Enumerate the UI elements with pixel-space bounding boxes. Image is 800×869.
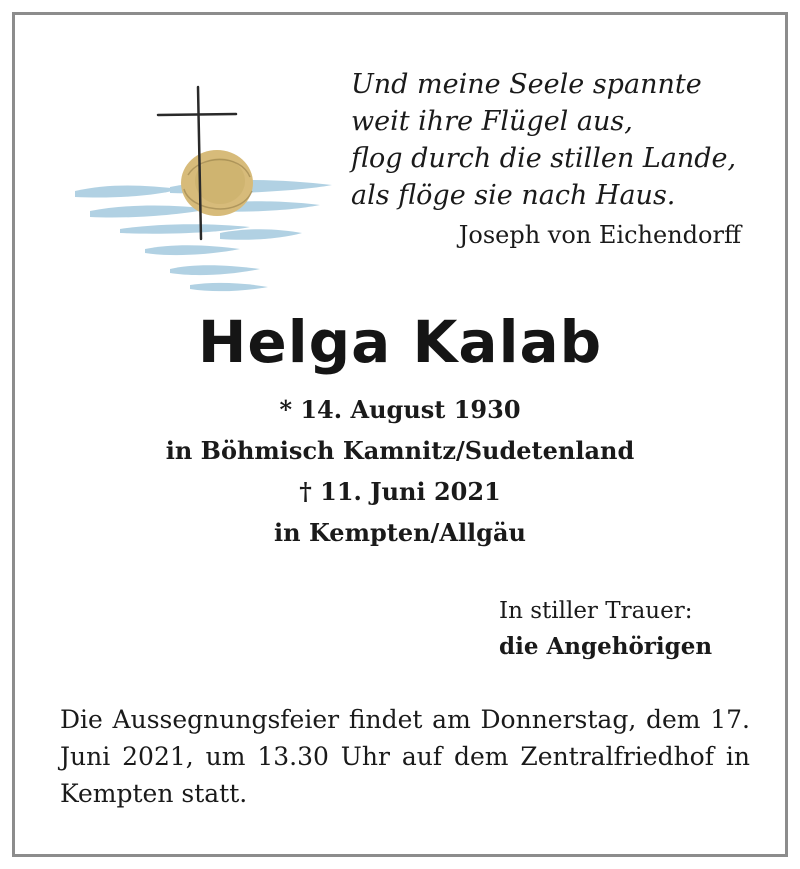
- cross-sun-water-icon: [70, 73, 360, 303]
- poem-line: Und meine Seele spannte: [351, 69, 702, 100]
- poem: [351, 66, 751, 214]
- poem-author: Joseph von Eichendorff: [458, 221, 741, 249]
- funeral-notice: Die Aussegnungsfeier findet am Donnerstag, dem 17. Juni 2021, um 13.30 Uhr auf dem Zentralfriedhof in Kempten statt.: [60, 705, 750, 808]
- poem-line: weit ihre Flügel aus,: [351, 106, 633, 137]
- birth-place: in Böhmisch Kamnitz/Sudetenland: [165, 436, 635, 465]
- mourning-intro: In stiller Trauer:: [499, 598, 693, 624]
- poem-line: flog durch die stillen Lande,: [351, 143, 737, 174]
- death-date: † 11. Juni 2021: [299, 477, 501, 506]
- birth-date: * 14. August 1930: [279, 395, 521, 424]
- mourning-family: die Angehörigen: [499, 633, 713, 660]
- life-dates: [15, 389, 785, 553]
- mourning-signature: [499, 593, 769, 665]
- deceased-name: Helga Kalab: [197, 308, 603, 376]
- obituary-frame: [12, 12, 788, 857]
- poem-line: als flöge sie nach Haus.: [351, 180, 676, 211]
- death-place: in Kempten/Allgäu: [274, 518, 526, 547]
